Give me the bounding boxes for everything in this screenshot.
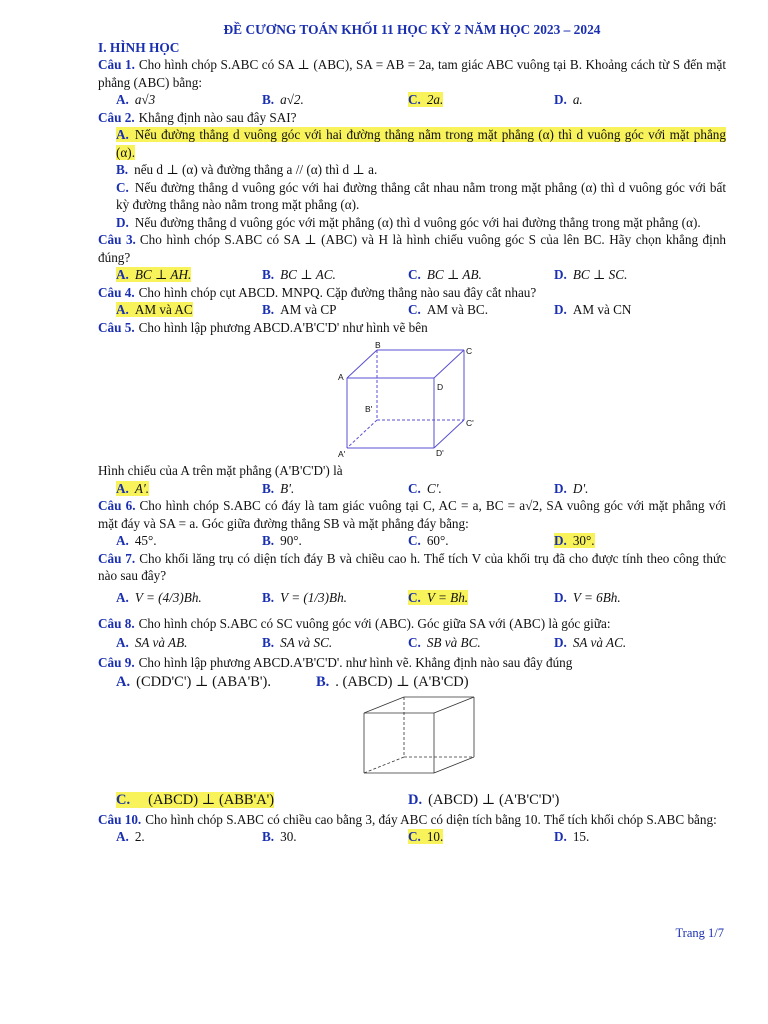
option-text: 10.	[426, 829, 444, 844]
question-7	[98, 550, 726, 585]
question-text: Cho hình chóp S.ABC có chiều cao bằng 3, đáy ABC có diện tích bằng 10. Thể tích khối chóp S.ABC bằng:	[145, 811, 717, 827]
option-text: Nếu đường thẳng d vuông góc với hai đường thẳng cắt nhau nằm trong mặt phẳng (α) thì d vuông góc với bất kỳ đường thẳng nào nằm trong mặt phẳng (α).	[116, 179, 726, 212]
option-label: A.	[116, 267, 129, 282]
question-text: Cho hình chóp cụt ABCD. MNPQ. Cặp đường thẳng nào sau đây cắt nhau?	[138, 284, 537, 300]
option-label: C.	[408, 302, 421, 317]
option-text: a√2.	[280, 92, 304, 107]
question-label: Câu 1.	[98, 57, 135, 72]
option-c	[98, 179, 726, 214]
option-d	[408, 789, 708, 811]
option-label: A.	[116, 480, 129, 496]
option-label: B.	[262, 635, 275, 650]
document-title: ĐỀ CƯƠNG TOÁN KHỐI 11 HỌC KỲ 2 NĂM HỌC 2023 – 2024	[223, 22, 601, 37]
options-row	[98, 266, 726, 284]
vertex-label: D'	[436, 448, 444, 458]
option-a	[116, 480, 262, 498]
question-label: Câu 5.	[98, 319, 135, 335]
question-6	[98, 497, 726, 532]
vertex-label: A'	[338, 449, 346, 458]
option-c	[116, 789, 408, 811]
options-row	[98, 672, 726, 693]
option-c	[408, 585, 554, 611]
option-text: V = (4/3)Bh.	[134, 589, 202, 605]
option-label: B.	[262, 267, 275, 282]
option-label: B.	[316, 673, 330, 690]
option-text: AM và BC.	[426, 302, 489, 317]
question-9	[98, 654, 726, 672]
option-text: AM và CP	[280, 302, 337, 317]
question-4	[98, 284, 726, 302]
option-text: (ABCD) ⊥ (A'B'C'D')	[428, 791, 560, 808]
question-label: Câu 7.	[98, 550, 136, 566]
option-text: D'.	[572, 480, 589, 496]
option-c	[408, 266, 554, 284]
vertex-label: C'	[466, 418, 474, 428]
option-text: 30°.	[572, 533, 595, 548]
option-c	[408, 91, 554, 109]
option-text: (CDD'C') ⊥ (ABA'B').	[136, 673, 271, 690]
option-text: A'.	[134, 480, 150, 496]
option-c	[408, 632, 554, 654]
option-d	[554, 480, 700, 498]
option-label: D.	[116, 214, 129, 230]
question-text: Cho hình chóp S.ABC có SA ⊥ (ABC) và H là hình chiếu vuông góc S của lên BC. Hãy chọn khẳng định đúng?	[98, 232, 727, 265]
document-page	[98, 22, 726, 846]
option-c	[408, 301, 554, 319]
option-label: B.	[262, 92, 275, 107]
cube-figure-1	[98, 340, 726, 458]
question-text: Cho hình lập phương ABCD.A'B'C'D' như hình vẽ bên	[138, 319, 428, 335]
option-b	[262, 828, 408, 846]
options-row	[98, 789, 726, 811]
option-label: B.	[262, 829, 275, 844]
option-d	[98, 214, 726, 232]
option-label: A.	[116, 635, 129, 650]
option-d	[554, 585, 700, 611]
option-b	[262, 532, 408, 550]
question-label: Câu 9.	[98, 655, 135, 670]
option-text: AM và AC	[134, 302, 193, 317]
question-8	[98, 615, 726, 633]
option-text: 60°.	[426, 533, 449, 548]
option-a	[98, 126, 726, 161]
option-text: AM và CN	[572, 302, 632, 317]
option-text: V = Bh.	[426, 589, 469, 605]
option-b	[262, 585, 408, 611]
option-b	[262, 632, 408, 654]
option-text: V = (1/3)Bh.	[280, 589, 347, 605]
option-text: SB và BC.	[426, 635, 481, 650]
option-b	[262, 480, 408, 498]
option-a	[116, 266, 262, 284]
option-text: Nếu đường thẳng d vuông góc với mặt phẳng (α) thì d vuông góc với hai đường thẳng trong mặt phẳng (α).	[134, 214, 701, 230]
option-label: C.	[408, 92, 421, 107]
option-label: C.	[116, 179, 129, 195]
option-text: 90°.	[280, 533, 302, 548]
option-d	[554, 91, 700, 109]
option-label: A.	[116, 127, 129, 142]
options-row	[98, 91, 726, 109]
option-text: Nếu đường thẳng d vuông góc với hai đường thẳng nằm trong mặt phẳng (α) thì d vuông góc với mặt phẳng (α).	[116, 127, 726, 160]
option-c	[408, 480, 554, 498]
option-label: D.	[408, 791, 423, 808]
option-c	[408, 532, 554, 550]
option-label: D.	[554, 533, 567, 548]
option-label: C.	[408, 480, 421, 496]
option-text: B'.	[280, 480, 295, 496]
option-label: A.	[116, 829, 129, 844]
option-text: 30.	[280, 829, 297, 844]
question-label: Câu 6.	[98, 498, 136, 513]
option-text: 45°.	[134, 533, 157, 548]
cube-figure-2	[98, 693, 726, 789]
option-text: a.	[572, 92, 583, 107]
option-text: BC ⊥ AB.	[426, 267, 482, 282]
option-b	[262, 91, 408, 109]
option-label: B.	[262, 480, 275, 496]
options-row	[98, 585, 726, 611]
option-c	[408, 828, 554, 846]
option-text: SA và AC.	[572, 635, 627, 650]
option-label: D.	[554, 267, 567, 282]
options-row	[98, 532, 726, 550]
question-text: Cho khối lăng trụ có diện tích đáy B và chiều cao h. Thể tích V của khối trụ đã cho được tính theo công thức nào sau đây?	[98, 550, 727, 583]
option-text: C'.	[426, 480, 442, 496]
question-5	[98, 319, 726, 337]
vertex-label: A	[338, 372, 344, 382]
option-label: B.	[262, 589, 275, 605]
option-label: A.	[116, 533, 129, 548]
option-label: C.	[408, 589, 421, 605]
question-text: Cho hình chóp S.ABC có SC vuông góc với (ABC). Góc giữa SA với (ABC) là góc giữa:	[138, 615, 611, 631]
option-text: 15.	[572, 829, 590, 844]
option-d	[554, 266, 700, 284]
option-a	[116, 828, 262, 846]
option-label: D.	[554, 589, 567, 605]
option-text: 2a.	[426, 92, 444, 107]
option-a	[116, 301, 262, 319]
option-label: D.	[554, 480, 567, 496]
option-d	[554, 828, 700, 846]
question-label: Câu 3.	[98, 232, 136, 247]
option-text: BC ⊥ SC.	[572, 267, 628, 282]
option-text: 2.	[134, 829, 145, 844]
question-1	[98, 56, 726, 91]
question-text: Cho hình chóp S.ABC có SA ⊥ (ABC), SA = AB = 2a, tam giác ABC vuông tại B. Khoảng cách từ S đến mặt phẳng (ABC) bằng:	[98, 57, 727, 90]
option-label: A.	[116, 302, 129, 317]
option-b	[262, 301, 408, 319]
option-a	[116, 532, 262, 550]
question-text: Cho hình lập phương ABCD.A'B'C'D'. như hình vẽ. Khẳng định nào sau đây đúng	[138, 655, 573, 670]
option-text: SA và SC.	[280, 635, 333, 650]
question-label: Câu 2.	[98, 109, 135, 125]
option-b	[98, 161, 726, 179]
options-row	[98, 632, 726, 654]
option-a	[116, 672, 316, 693]
option-label: D.	[554, 829, 567, 844]
option-a	[116, 91, 262, 109]
options-row	[98, 301, 726, 319]
option-label: B.	[262, 533, 275, 548]
vertex-label: B	[375, 340, 381, 350]
option-label: A.	[116, 673, 131, 690]
option-label: D.	[554, 302, 567, 317]
vertex-label: D	[437, 382, 444, 392]
option-d	[554, 532, 700, 550]
option-b	[316, 672, 566, 693]
option-b	[262, 266, 408, 284]
option-d	[554, 632, 700, 654]
option-text: nếu d ⊥ (α) và đường thẳng a // (α) thì d ⊥ a.	[134, 162, 378, 177]
option-label: C.	[408, 829, 421, 844]
question-text: Cho hình chóp S.ABC có đáy là tam giác vuông tại C, AC = a, BC = a√2, SA vuông góc với mặt phẳng với mặt đáy và SA = a. Góc giữa đường thẳng SB và mặt phẳng đáy bằng:	[98, 498, 727, 531]
option-d	[554, 301, 700, 319]
option-label: A.	[116, 92, 129, 107]
option-a	[116, 585, 262, 611]
options-row	[98, 480, 726, 498]
option-text: V = 6Bh.	[572, 589, 621, 605]
option-label: D.	[554, 635, 567, 650]
option-label: D.	[554, 92, 567, 107]
question-5-prompt: Hình chiếu của A trên mặt phẳng (A'B'C'D') là	[98, 463, 343, 478]
question-label: Câu 8.	[98, 615, 135, 631]
question-10	[98, 811, 726, 829]
question-label: Câu 4.	[98, 284, 135, 300]
option-label: C.	[408, 267, 421, 282]
cube-diagram	[337, 340, 487, 458]
page-number: Trang 1/7	[675, 926, 724, 940]
option-text: a√3	[134, 92, 156, 107]
question-label: Câu 10.	[98, 811, 142, 827]
option-text: (ABCD) ⊥ (ABB'A')	[148, 791, 275, 808]
option-label: C.	[116, 791, 131, 808]
option-label: B.	[116, 162, 129, 177]
option-text: BC ⊥ AH.	[134, 267, 192, 282]
option-label: C.	[408, 635, 421, 650]
vertex-label: B'	[365, 404, 373, 414]
question-text: Khẳng định nào sau đây SAI?	[138, 109, 297, 125]
option-label: A.	[116, 589, 129, 605]
question-3	[98, 231, 726, 266]
options-row	[98, 828, 726, 846]
option-label: B.	[262, 302, 275, 317]
option-text: BC ⊥ AC.	[280, 267, 336, 282]
option-text: . (ABCD) ⊥ (A'B'CD)	[335, 673, 469, 690]
section-heading: I. HÌNH HỌC	[98, 40, 180, 55]
question-2	[98, 109, 726, 127]
option-a	[116, 632, 262, 654]
option-label: C.	[408, 533, 421, 548]
vertex-label: C	[466, 346, 473, 356]
option-text: SA và AB.	[134, 635, 188, 650]
cube-diagram	[356, 693, 486, 789]
